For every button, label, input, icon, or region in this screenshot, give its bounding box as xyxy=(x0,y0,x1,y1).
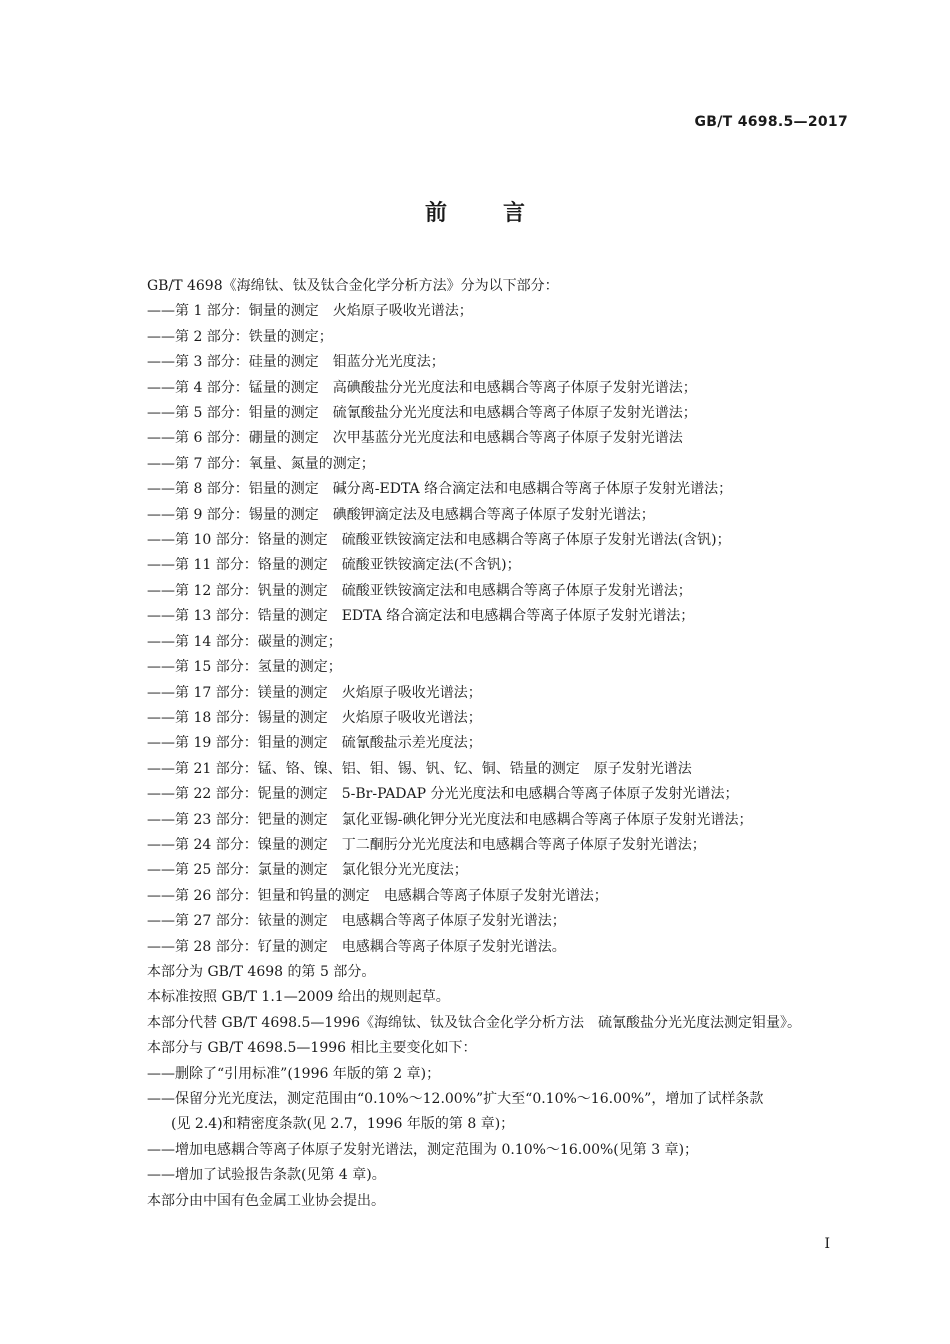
list-item: ——第 28 部分：钌量的测定 电感耦合等离子体原子发射光谱法。 xyxy=(147,938,566,955)
list-item: ——第 4 部分：锰量的测定 高碘酸盐分光光度法和电感耦合等离子体原子发射光谱法； xyxy=(147,379,697,396)
list-item: ——第 10 部分：铬量的测定 硫酸亚铁铵滴定法和电感耦合等离子体原子发射光谱法(含钒)； xyxy=(147,532,731,549)
list-item: ——第 5 部分：钼量的测定 硫氰酸盐分光光度法和电感耦合等离子体原子发射光谱法； xyxy=(147,405,697,422)
changes-list xyxy=(115,1062,850,1189)
drafting-statement: 本标准按照 GB/T 1.1—2009 给出的规则起草。 xyxy=(147,989,450,1006)
list-item: ——第 18 部分：锡量的测定 火焰原子吸收光谱法； xyxy=(147,709,482,726)
list-item: ——第 7 部分：氧量、氮量的测定； xyxy=(147,455,375,472)
page-title: 前言 xyxy=(424,201,581,226)
list-item-continuation: (见 2.4)和精密度条款(见 2.7，1996 年版的第 8 章)； xyxy=(171,1116,515,1133)
changes-intro: 本部分与 GB/T 4698.5—1996 相比主要变化如下： xyxy=(147,1040,477,1057)
list-item: ——第 14 部分：碳量的测定； xyxy=(147,633,342,650)
list-item: ——第 13 部分：锆量的测定 EDTA 络合滴定法和电感耦合等离子体原子发射光谱法； xyxy=(147,608,695,625)
list-item: ——删除了“引用标准”(1996 年版的第 2 章)； xyxy=(147,1065,441,1082)
replaces-statement: 本部分代替 GB/T 4698.5—1996《海绵钛、钛及钛合金化学分析方法 硫氰酸盐分光光度法测定钼量》。 xyxy=(147,1014,802,1031)
list-item: ——第 2 部分：铁量的测定； xyxy=(147,328,333,345)
list-item: ——第 27 部分：铱量的测定 电感耦合等离子体原子发射光谱法； xyxy=(147,913,566,930)
part-of-statement: 本部分为 GB/T 4698 的第 5 部分。 xyxy=(147,963,376,980)
intro-paragraph: GB/T 4698《海绵钛、钛及钛合金化学分析方法》分为以下部分： xyxy=(147,278,559,294)
list-item: ——第 17 部分：镁量的测定 火焰原子吸收光谱法； xyxy=(147,684,482,701)
list-item: ——增加电感耦合等离子体原子发射光谱法，测定范围为 0.10%～16.00%(见第 3 章)； xyxy=(147,1141,699,1158)
list-item: ——第 12 部分：钒量的测定 硫酸亚铁铵滴定法和电感耦合等离子体原子发射光谱法； xyxy=(147,582,692,599)
standard-code: GB/T 4698.5—2017 xyxy=(694,114,848,130)
list-item: ——第 26 部分：钽量和钨量的测定 电感耦合等离子体原子发射光谱法； xyxy=(147,887,608,904)
list-item: ——第 19 部分：钼量的测定 硫氰酸盐示差光度法； xyxy=(147,735,482,752)
list-item: ——第 9 部分：锡量的测定 碘酸钾滴定法及电感耦合等离子体原子发射光谱法； xyxy=(147,506,655,523)
list-item: ——第 3 部分：硅量的测定 钼蓝分光光度法； xyxy=(147,354,445,371)
parts-list xyxy=(115,299,850,960)
list-item: ——第 11 部分：铬量的测定 硫酸亚铁铵滴定法(不含钒)； xyxy=(147,557,521,574)
list-item: ——第 15 部分：氢量的测定； xyxy=(147,659,342,676)
list-item: ——增加了试验报告条款(见第 4 章)。 xyxy=(147,1167,386,1184)
list-item: ——第 23 部分：钯量的测定 氯化亚锡-碘化钾分光光度法和电感耦合等离子体原子发射光谱法； xyxy=(147,811,753,828)
page-number: I xyxy=(824,1236,830,1252)
list-item: ——第 21 部分：锰、铬、镍、铝、钼、锡、钒、钇、铜、锆量的测定 原子发射光谱法 xyxy=(147,760,692,777)
list-item: ——第 8 部分：铝量的测定 碱分离-EDTA 络合滴定法和电感耦合等离子体原子发射光谱法； xyxy=(147,481,733,498)
list-item: ——第 24 部分：镍量的测定 丁二酮肟分光光度法和电感耦合等离子体原子发射光谱法； xyxy=(147,836,706,853)
list-item: ——保留分光光度法，测定范围由“0.10%～12.00%”扩大至“0.10%～16.00%”，增加了试样条款 xyxy=(147,1091,764,1107)
proposer-statement: 本部分由中国有色金属工业协会提出。 xyxy=(147,1192,385,1209)
list-item: ——第 25 部分：氯量的测定 氯化银分光光度法； xyxy=(147,862,468,879)
document-body xyxy=(115,274,850,1214)
list-item: ——第 6 部分：硼量的测定 次甲基蓝分光光度法和电感耦合等离子体原子发射光谱法 xyxy=(147,430,683,447)
list-item: ——第 22 部分：铌量的测定 5-Br-PADAP 分光光度法和电感耦合等离子体原子发射光谱法； xyxy=(147,786,739,803)
list-item: ——第 1 部分：铜量的测定 火焰原子吸收光谱法； xyxy=(147,303,473,320)
